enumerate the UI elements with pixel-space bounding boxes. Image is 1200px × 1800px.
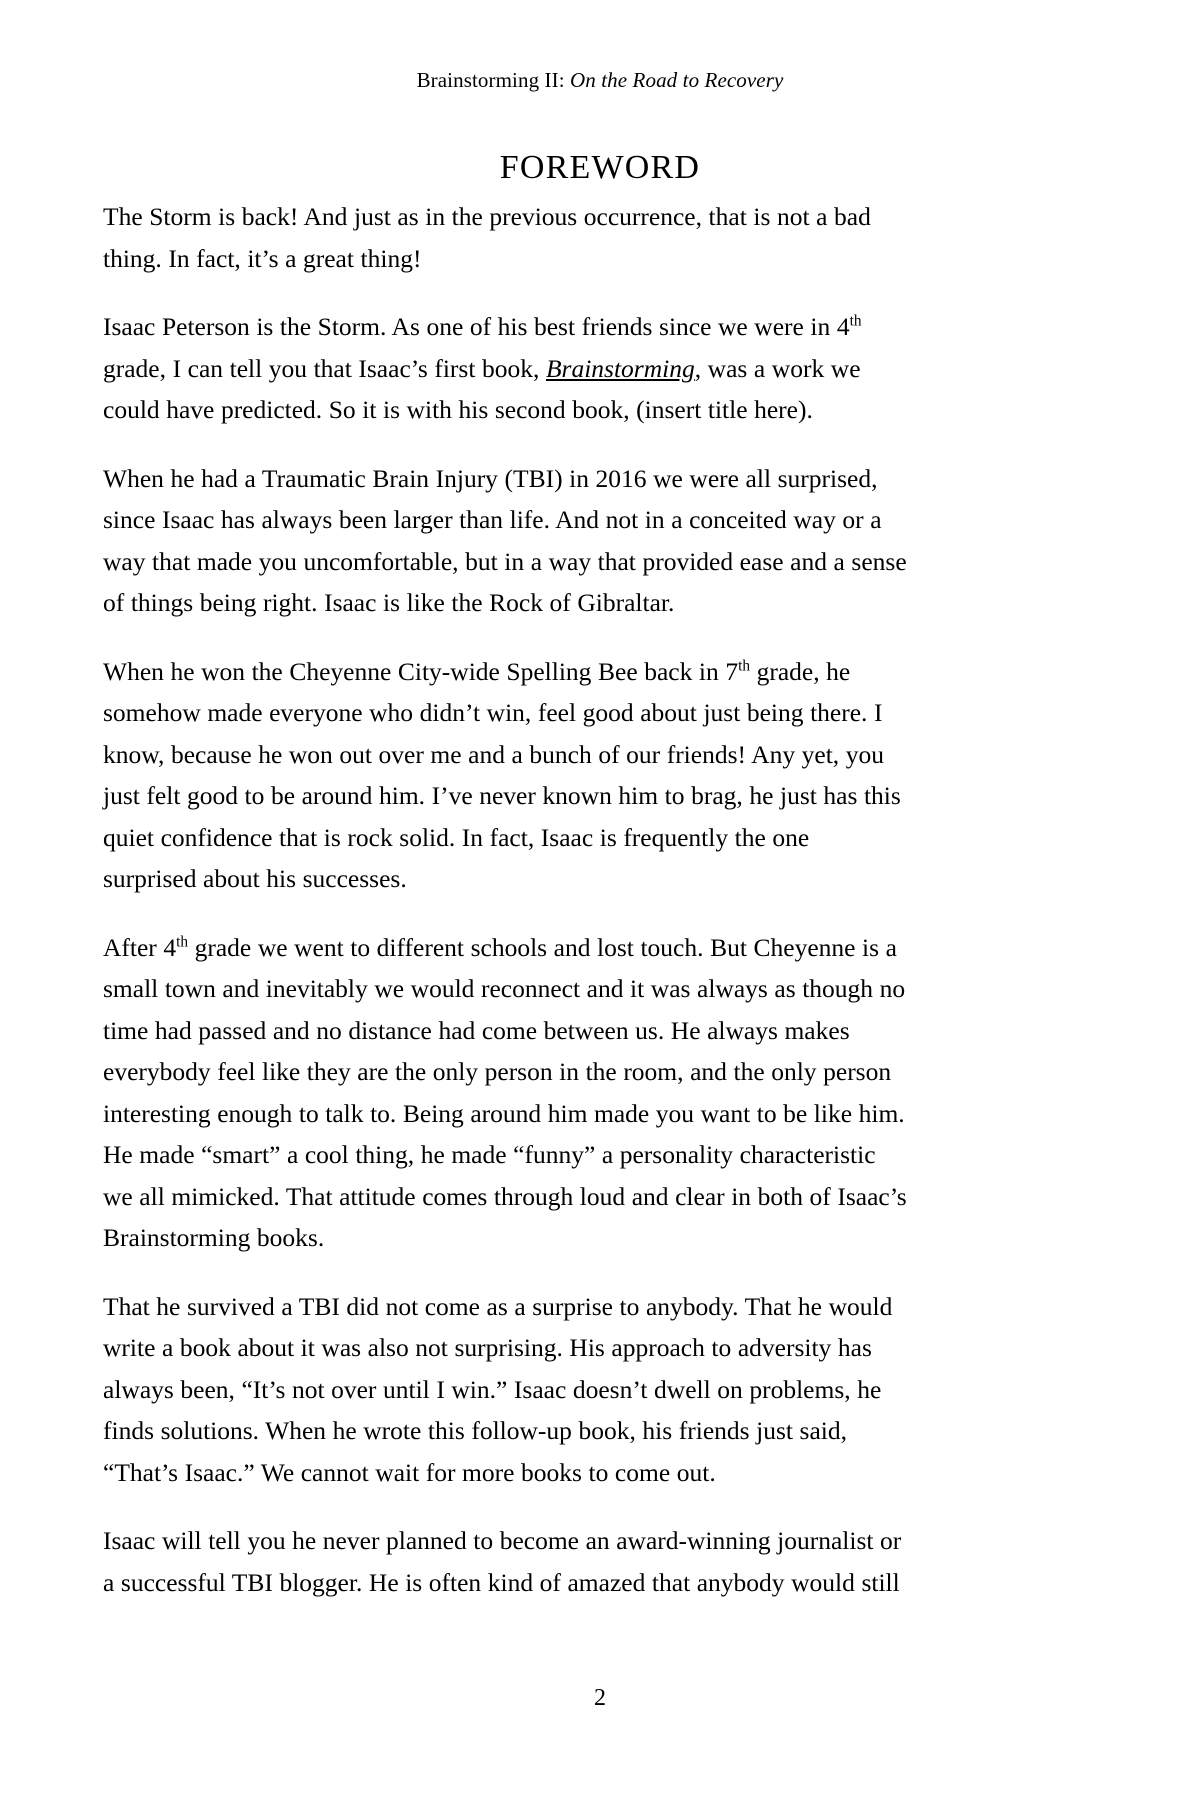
- paragraph: [103, 306, 909, 431]
- running-header-subtitle: On the Road to Recovery: [570, 68, 784, 92]
- text-run: Isaac Peterson is the Storm. As one of his best friends since we were in 4: [103, 312, 850, 341]
- running-header-series: Brainstorming II:: [416, 68, 565, 92]
- text-run: That he survived a TBI did not come as a surprise to anybody. That he would write a book about it was also not surprising. His approach to adversity has always been, “It’s not over until I win.” Isaac doesn’t dwell on problems, he finds solutions. When he wrote this follow-up book, his friends just said, “That’s Isaac.” We cannot wait for more books to come out.: [103, 1291, 893, 1487]
- text-run: grade we went to different schools and lost touch. But Cheyenne is a small town and inevitably we would reconnect and it was always as though no time had passed and no distance had come between us. He always makes everybody feel like they are the only person in the room, and the only person interesting enough to talk to. Being around him made you want to be like him. He made “smart” a cool thing, he made “funny” a personality characteristic we all mimicked. That attitude comes through loud and clear in both of Isaac’s Brainstorming books.: [103, 932, 907, 1252]
- text-run: Isaac will tell you he never planned to become an award-winning journalist or a successful TBI blogger. He is often kind of amazed that anybody would still: [103, 1526, 902, 1597]
- body-text: [103, 196, 909, 1603]
- text-run: When he had a Traumatic Brain Injury (TBI) in 2016 we were all surprised, since Isaac has always been larger than life. And not in a conceited way or a way that made you uncomfortable, but in a way that provided ease and a sense of things being right. Isaac is like the Rock of Gibraltar.: [103, 463, 907, 617]
- paragraph: [103, 927, 909, 1259]
- text-run: When he won the Cheyenne City-wide Spelling Bee back in 7: [103, 656, 739, 686]
- paragraph: [103, 196, 909, 279]
- running-header: [0, 68, 1200, 93]
- text-run: After 4: [103, 932, 177, 962]
- ordinal-superscript: th: [738, 657, 750, 674]
- paragraph: [103, 651, 909, 900]
- paragraph: [103, 1286, 909, 1494]
- ordinal-superscript: th: [176, 933, 189, 950]
- text-run: The Storm is back! And just as in the previous occurrence, that is not a bad thing. In fact, it’s a great thing!: [103, 202, 871, 273]
- text-run: , was a work we could have predicted. So it is with his second book, (insert title here).: [103, 353, 861, 424]
- paragraph: [103, 458, 909, 624]
- page-title: FOREWORD: [499, 148, 701, 186]
- text-run: grade, I can tell you that Isaac’s first book,: [103, 353, 546, 383]
- paragraph: [103, 1520, 909, 1603]
- page-number: 2: [594, 1685, 606, 1711]
- ordinal-superscript: th: [849, 312, 862, 330]
- book-title-citation: Brainstorming: [545, 353, 695, 383]
- text-run: grade, he somehow made everyone who didn’t win, feel good about just being there. I know, because he won out over me and a bunch of our friends! Any yet, you just felt good to be around him. I’ve never known him to brag, he just has this quiet confidence that is rock solid. In fact, Isaac is frequently the one surprised about his successes.: [103, 656, 901, 893]
